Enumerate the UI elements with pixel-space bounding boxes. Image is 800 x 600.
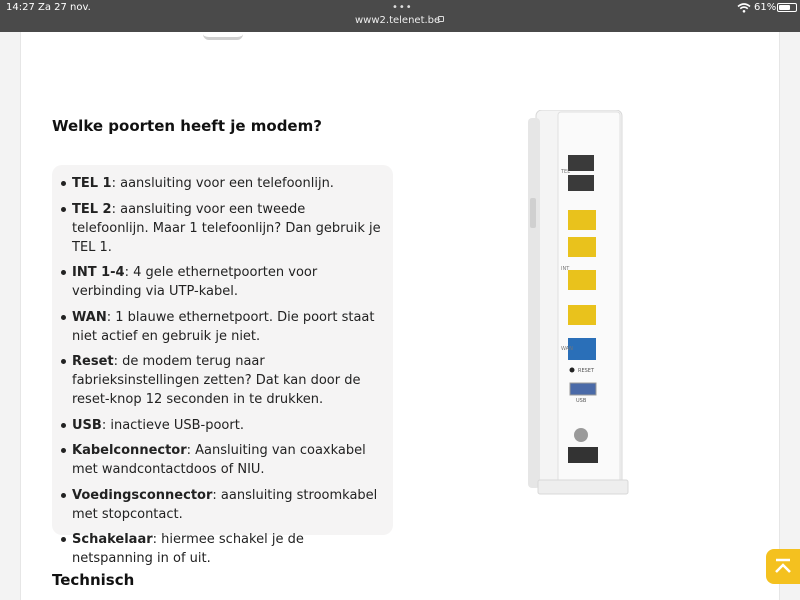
port-name: Reset [72,354,114,369]
technisch-heading: Technisch [52,571,135,589]
port-description: : 1 blauwe ethernetpoort. Die poort staat niet actief en gebruik je niet. [72,309,375,344]
battery-icon [777,3,797,12]
modem-label-wan: WAN [561,346,573,352]
port-description: : aansluiting voor een tweede telefoonlijn. Maar 1 telefoonlijn? Dan gebruik je TEL 1. [72,201,381,255]
cropped-image [203,32,243,40]
status-bar [0,0,800,32]
status-date: Za 27 nov. [38,2,91,13]
port-list-item [72,263,385,301]
bullet-icon [61,315,66,320]
port-description: : de modem terug naar fabrieksinstellingen zetten? Dat kan door de reset-knop 12 seconden in te drukken. [72,354,361,407]
bullet-icon [61,359,66,364]
bullet-icon [61,493,66,498]
bullet-icon [61,207,66,212]
arrow-up-icon [766,549,800,584]
port-list-item [72,416,385,435]
bullet-icon [61,270,66,275]
modem-label-tel: TEL [561,169,570,175]
port-description: : aansluiting stroomkabel met stopcontact. [72,487,378,522]
modem-label-reset: RESET [578,368,595,374]
battery-percentage: 61% [754,2,777,13]
modem-label-usb: USB [576,398,587,404]
bullet-icon [61,448,66,453]
lock-icon [438,16,444,22]
port-name: INT 1-4 [72,265,125,280]
port-description: : aansluiting voor een telefoonlijn. [111,176,334,191]
port-name: Voedingsconnector [72,487,213,503]
bullet-icon [61,181,66,186]
bullet-icon [61,423,66,428]
wifi-icon [737,3,751,13]
port-list-item [72,441,385,479]
address-bar[interactable]: www2.telenet.be [355,15,441,26]
more-icon[interactable]: ••• [392,2,413,13]
modem-label-int: INT [561,266,570,272]
port-name: Kabelconnector [72,443,187,458]
section-heading: Welke poorten heeft je modem? [52,117,322,135]
port-name: Schakelaar [72,532,153,547]
scroll-to-top-button[interactable] [766,549,800,584]
port-list-item [72,486,385,524]
bullet-icon [61,537,66,542]
status-time: 14:27 [6,2,35,13]
port-name: USB [72,417,102,433]
port-list-item [72,352,385,409]
port-list-item [72,174,385,193]
port-name: WAN [72,309,107,325]
port-description: : 4 gele ethernetpoorten voor verbinding via UTP-kabel. [72,265,318,299]
port-list-item [72,308,385,346]
port-description: : Aansluiting van coaxkabel met wandcontactdoos of NIU. [72,443,366,477]
port-description: : hiermee schakel je de netspanning in of uit. [72,532,304,566]
port-name: TEL 1 [72,176,112,191]
port-list-item [72,200,385,257]
port-list-item [72,530,385,568]
port-name: TEL 2 [72,201,112,217]
modem-image [528,110,632,495]
ports-list [72,174,385,568]
port-description: : inactieve USB-poort. [101,417,244,433]
ports-list-box [52,165,393,566]
